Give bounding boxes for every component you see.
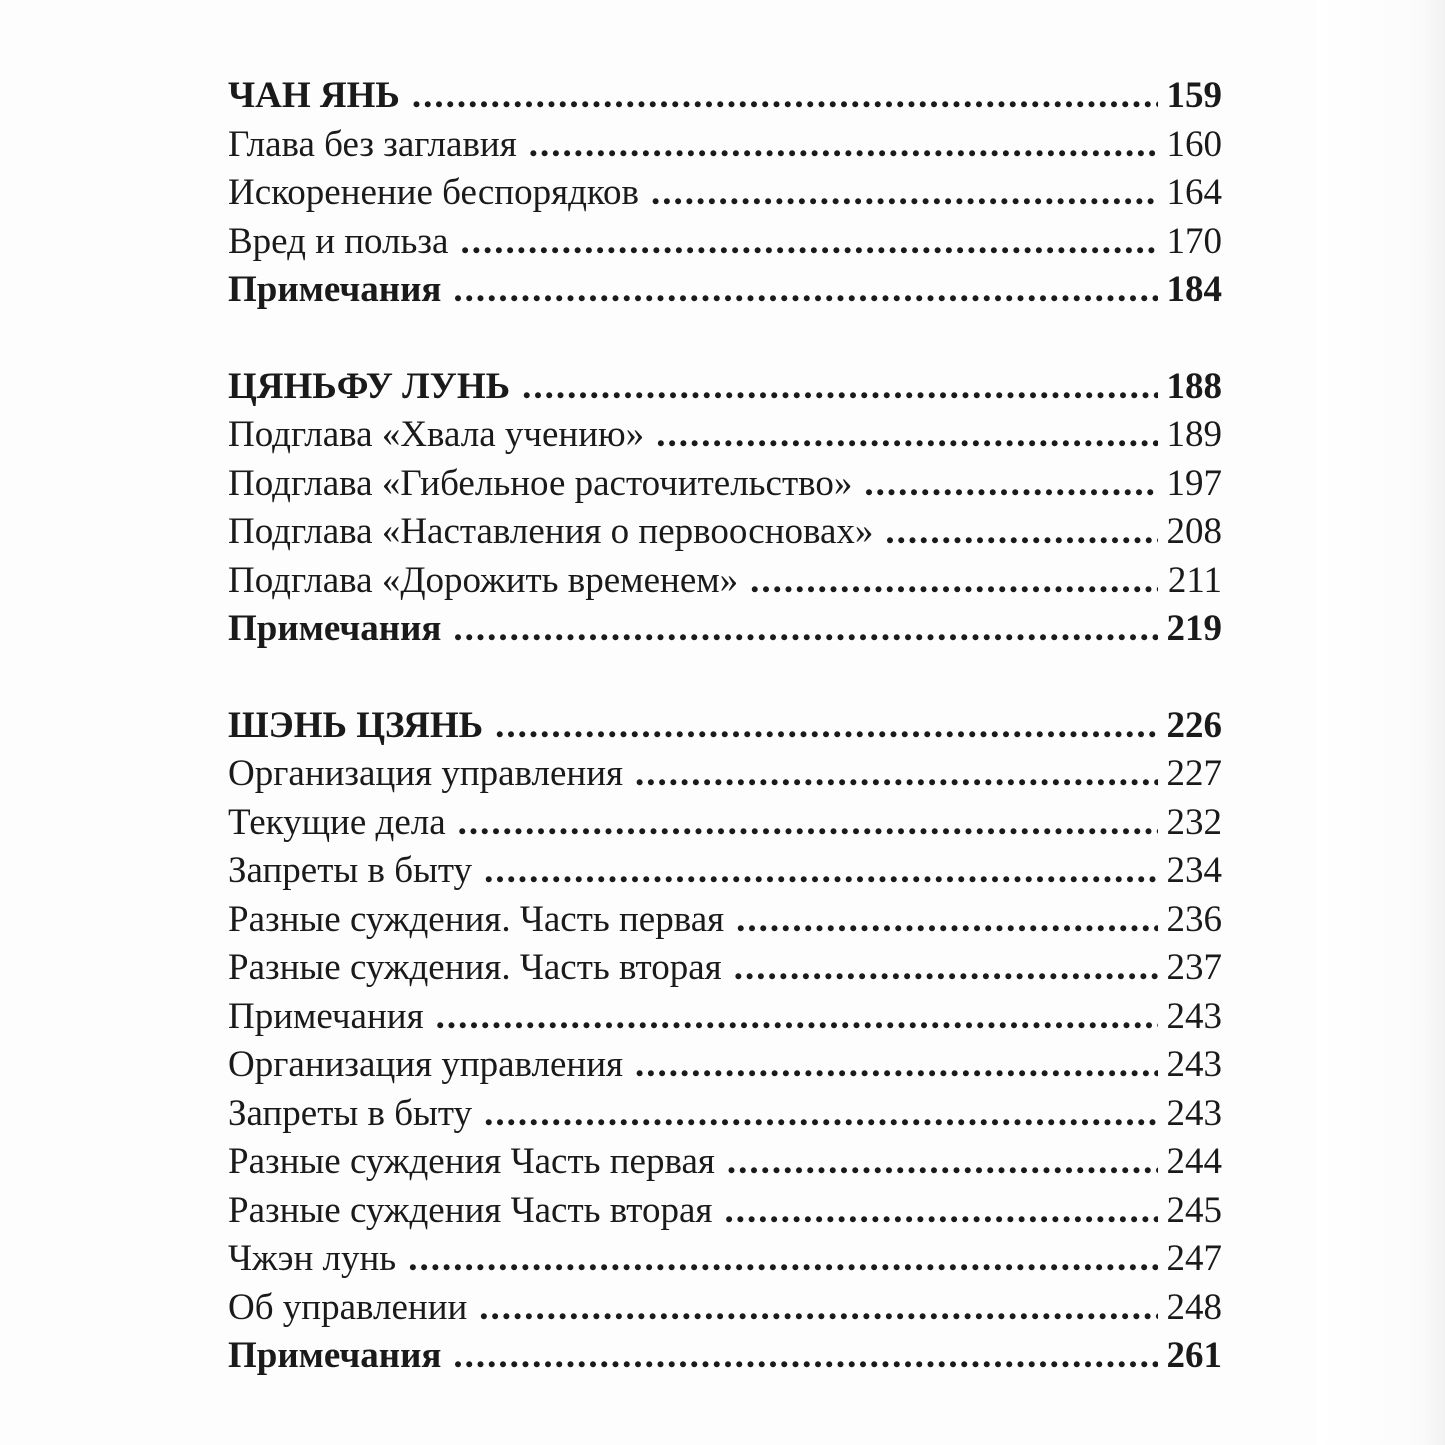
dot-leader [651,169,1158,218]
toc-section-shen-jian [228,702,1222,1381]
toc-entry [228,944,1222,993]
toc-entry-title: Глава без заглавия [228,123,517,165]
dot-leader [635,1041,1158,1090]
dot-leader [656,411,1158,460]
dot-leader [727,1138,1158,1187]
toc-section-chan-yan [228,72,1222,315]
toc-entry [228,266,1222,315]
toc-entry [228,557,1222,606]
toc-entry [228,702,1222,751]
toc-entry-page: 247 [1166,1238,1222,1279]
toc-entry-title: Разные суждения. Часть первая [228,898,725,940]
toc-entry [228,508,1222,557]
toc-entry-title: Искоренение беспорядков [228,172,639,213]
toc-entry [228,1041,1222,1090]
toc-entry [228,750,1222,799]
toc-entry-title: Разные суждения Часть первая [228,1141,715,1182]
toc-entry-page: 159 [1166,75,1222,116]
toc-entry [228,799,1222,848]
toc-entry [228,72,1222,121]
toc-entry-title: Об управлении [228,1286,468,1328]
dot-leader [453,605,1158,654]
toc-entry [228,218,1222,267]
toc-entry-page: 243 [1166,1044,1222,1085]
toc-entry-title: Подглава «Гибельное расточительство» [228,462,853,504]
toc-entry-page: 219 [1166,608,1222,649]
toc-entry-page: 170 [1166,220,1222,262]
dot-leader [412,72,1158,121]
dot-leader [458,799,1158,848]
dot-leader [495,702,1158,751]
toc-entry-title: Примечания [228,269,442,310]
toc-entry-title: Разные суждения. Часть вторая [228,947,722,988]
dot-leader [734,944,1158,993]
dot-leader [484,847,1158,896]
toc-entry-page: 226 [1166,704,1222,746]
dot-leader [479,1284,1158,1333]
toc-entry-title: Разные суждения Часть вторая [228,1189,713,1231]
toc-entry [228,1235,1222,1284]
toc-entry-page: 197 [1166,462,1222,504]
toc-entry-page: 237 [1166,947,1222,988]
toc-entry-title: Запреты в быту [228,1092,473,1134]
dot-leader [529,121,1158,170]
toc-entry-title: ЦЯНЬФУ ЛУНЬ [228,365,511,407]
dot-leader [522,363,1158,412]
toc-entry-page: 244 [1166,1141,1222,1182]
toc-entry-page: 227 [1166,753,1222,794]
toc-entry-title: Подглава «Дорожить временем» [228,559,739,601]
toc-entry [228,605,1222,654]
toc-entry-title: Текущие дела [228,801,446,843]
dot-leader [453,1332,1158,1381]
toc-entry [228,1332,1222,1381]
toc-entry-title: Вред и польза [228,220,449,262]
toc-entry [228,1187,1222,1236]
toc-entry-title: Организация управления [228,753,624,794]
toc-entry-page: 188 [1166,365,1222,407]
toc-entry-page: 261 [1166,1335,1222,1376]
toc-entry-title: Чжэн лунь [228,1238,397,1279]
toc-entry-page: 243 [1166,995,1222,1037]
toc-entry-title: Запреты в быту [228,850,473,891]
toc-entry [228,411,1222,460]
dot-leader [635,750,1158,799]
toc-entry-title: Примечания [228,995,424,1037]
toc-entry-title: ЧАН ЯНЬ [228,75,400,116]
toc-entry-title: ШЭНЬ ЦЗЯНЬ [228,704,484,746]
dot-leader [736,896,1158,945]
page-edge-shadow [1317,0,1445,1445]
toc-entry-title: Подглава «Хвала учению» [228,414,645,455]
dot-leader [453,266,1158,315]
dot-leader [724,1187,1158,1236]
toc-entry [228,169,1222,218]
toc-entry [228,896,1222,945]
toc-entry-title: Подглава «Наставления о первоосновах» [228,511,874,552]
toc-entry-page: 245 [1166,1189,1222,1231]
toc-entry-page: 189 [1166,414,1222,455]
dot-leader [484,1090,1158,1139]
dot-leader [436,993,1158,1042]
toc-section-qianfu-lun [228,363,1222,654]
dot-leader [750,557,1158,606]
toc-entry-page: 211 [1167,559,1222,601]
toc-entry-page: 208 [1166,511,1222,552]
table-of-contents [228,72,1222,1381]
dot-leader [408,1235,1158,1284]
toc-entry-title: Примечания [228,608,442,649]
toc-entry [228,1090,1222,1139]
toc-entry-page: 236 [1166,898,1222,940]
toc-entry [228,847,1222,896]
toc-entry [228,460,1222,509]
dot-leader [864,460,1158,509]
toc-entry-page: 164 [1166,172,1222,213]
toc-entry-title: Организация управления [228,1044,624,1085]
toc-entry [228,363,1222,412]
dot-leader [885,508,1158,557]
dot-leader [460,218,1158,267]
toc-entry-page: 184 [1166,269,1222,310]
toc-entry [228,1138,1222,1187]
toc-entry-page: 232 [1166,801,1222,843]
toc-entry-title: Примечания [228,1335,442,1376]
toc-entry [228,993,1222,1042]
toc-entry-page: 234 [1166,850,1222,891]
toc-entry-page: 160 [1166,123,1222,165]
toc-entry [228,121,1222,170]
toc-entry [228,1284,1222,1333]
toc-entry-page: 243 [1166,1092,1222,1134]
toc-entry-page: 248 [1166,1286,1222,1328]
